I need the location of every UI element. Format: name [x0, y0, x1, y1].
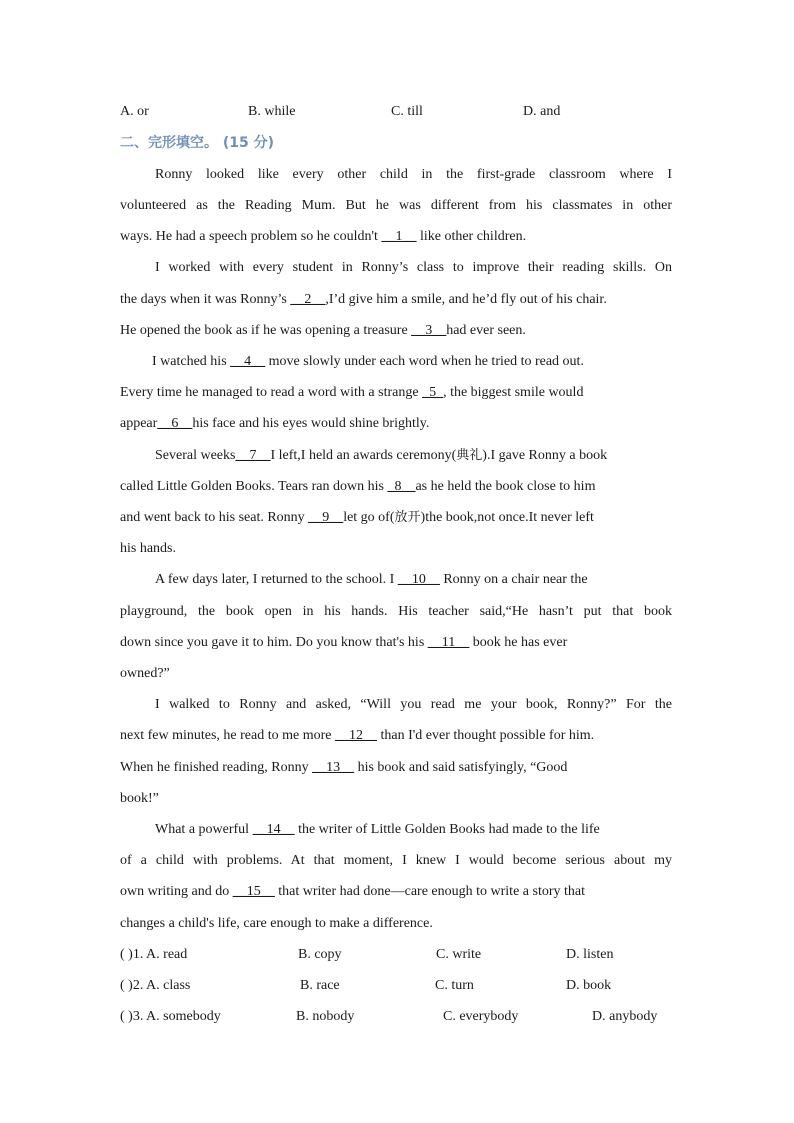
blank-2: __2__	[290, 292, 326, 307]
passage-line-16	[120, 633, 672, 653]
text: down since you gave it to him. Do you know that's his	[120, 635, 428, 650]
question-2-option-b: B. race	[300, 978, 340, 993]
passage-line-15: playground, the book open in his hands. His teacher said,“He hasn’t put that book	[120, 604, 672, 619]
text: )the book,not once.It never left	[420, 510, 594, 525]
top-option-d: D. and	[523, 104, 561, 119]
text: his face and his eyes would shine brightly.	[192, 416, 430, 431]
passage-line-1: Ronny looked like every other child in the first-grade classroom where I	[155, 167, 672, 182]
text: appear	[120, 416, 158, 431]
passage-line-5	[120, 290, 672, 310]
text: ways. He had a speech problem so he couldn't	[120, 229, 382, 244]
text: A few days later, I returned to the school. I	[155, 572, 398, 587]
passage-line-23: of a child with problems. At that moment, I knew I would become serious about my	[120, 853, 672, 868]
blank-7: __7__	[235, 448, 271, 463]
question-1-option-b: B. copy	[298, 947, 342, 962]
text: and went back to his seat. Ronny	[120, 510, 309, 525]
passage-line-17: owned?”	[120, 666, 170, 681]
text: I left,I held an awards ceremony(	[270, 448, 457, 463]
blank-10: __10__	[397, 572, 440, 587]
passage-line-2: volunteered as the Reading Mum. But he was different from his classmates in other	[120, 198, 672, 213]
question-2-option-d: D. book	[566, 978, 612, 993]
question-3-stem: ( )3. A. somebody	[120, 1009, 221, 1024]
passage-line-6	[120, 321, 672, 341]
passage-line-9	[120, 414, 672, 434]
blank-1: __1__	[381, 229, 417, 244]
text: had ever seen.	[446, 323, 526, 338]
passage-line-25: changes a child's life, care enough to make a difference.	[120, 916, 433, 931]
text: as he held the book close to him	[415, 479, 596, 494]
question-2-stem: ( )2. A. class	[120, 978, 191, 993]
text: I watched his	[152, 354, 231, 369]
text-cjk: 放开	[394, 510, 421, 525]
text: let go of(	[343, 510, 395, 525]
blank-15: __15__	[232, 884, 275, 899]
top-option-b: B. while	[248, 104, 296, 119]
text: , the biggest smile would	[443, 385, 584, 400]
passage-line-21: book!”	[120, 791, 159, 806]
passage-line-18: I walked to Ronny and asked, “Will you read me your book, Ronny?” For the	[155, 697, 672, 712]
text: ,I’d give him a smile, and he’d fly out of his chair.	[325, 292, 607, 307]
text: his book and said satisfyingly, “Good	[354, 760, 568, 775]
text: like other children.	[416, 229, 527, 244]
question-2-option-c: C. turn	[435, 978, 474, 993]
passage-line-13: his hands.	[120, 541, 176, 556]
passage-line-14	[155, 570, 672, 590]
text: own writing and do	[120, 884, 233, 899]
text: called Little Golden Books. Tears ran down his	[120, 479, 388, 494]
blank-12: __12__	[334, 728, 377, 743]
text: that writer had done—care enough to write a story that	[274, 884, 585, 899]
passage-line-11	[120, 477, 672, 497]
text: Ronny on a chair near the	[439, 572, 588, 587]
passage-line-22	[155, 820, 672, 840]
text: the writer of Little Golden Books had made to the life	[294, 822, 600, 837]
text: book he has ever	[469, 635, 568, 650]
text-cjk: 典礼	[456, 448, 483, 463]
passage-line-7	[152, 352, 672, 372]
passage-line-10	[155, 446, 672, 466]
passage-line-12	[120, 508, 672, 528]
text: He opened the book as if he was opening a treasure	[120, 323, 412, 338]
passage-line-4: I worked with every student in Ronny’s class to improve their reading skills. On	[155, 260, 672, 275]
blank-3: __3__	[411, 323, 447, 338]
question-1-option-c: C. write	[436, 947, 482, 962]
top-option-c: C. till	[391, 104, 423, 119]
blank-6: __6__	[157, 416, 193, 431]
blank-5: _5_	[422, 385, 444, 400]
text: than I'd ever thought possible for him.	[376, 728, 595, 743]
text: next few minutes, he read to me more	[120, 728, 335, 743]
question-3-option-d: D. anybody	[592, 1009, 658, 1024]
blank-4: __4__	[230, 354, 266, 369]
blank-8: _8__	[387, 479, 416, 494]
passage-line-20	[120, 758, 672, 778]
text: What a powerful	[155, 822, 253, 837]
question-3-option-b: B. nobody	[296, 1009, 355, 1024]
text: ).I gave Ronny a book	[482, 448, 608, 463]
passage-line-3	[120, 227, 672, 247]
blank-13: __13__	[312, 760, 355, 775]
text: When he finished reading, Ronny	[120, 760, 313, 775]
blank-9: __9__	[308, 510, 344, 525]
blank-11: __11__	[427, 635, 470, 650]
top-option-a: A. or	[120, 104, 149, 119]
question-1-stem: ( )1. A. read	[120, 947, 188, 962]
passage-line-19	[120, 726, 672, 746]
text: the days when it was Ronny’s	[120, 292, 291, 307]
section-title: 二、完形填空。 (15 分)	[120, 135, 275, 151]
passage-line-8	[120, 383, 672, 403]
text: move slowly under each word when he tried to read out.	[265, 354, 584, 369]
text: Every time he managed to read a word with a strange	[120, 385, 423, 400]
question-3-option-c: C. everybody	[443, 1009, 519, 1024]
text: Several weeks	[155, 448, 236, 463]
blank-14: __14__	[252, 822, 295, 837]
passage-line-24	[120, 882, 672, 902]
question-1-option-d: D. listen	[566, 947, 614, 962]
